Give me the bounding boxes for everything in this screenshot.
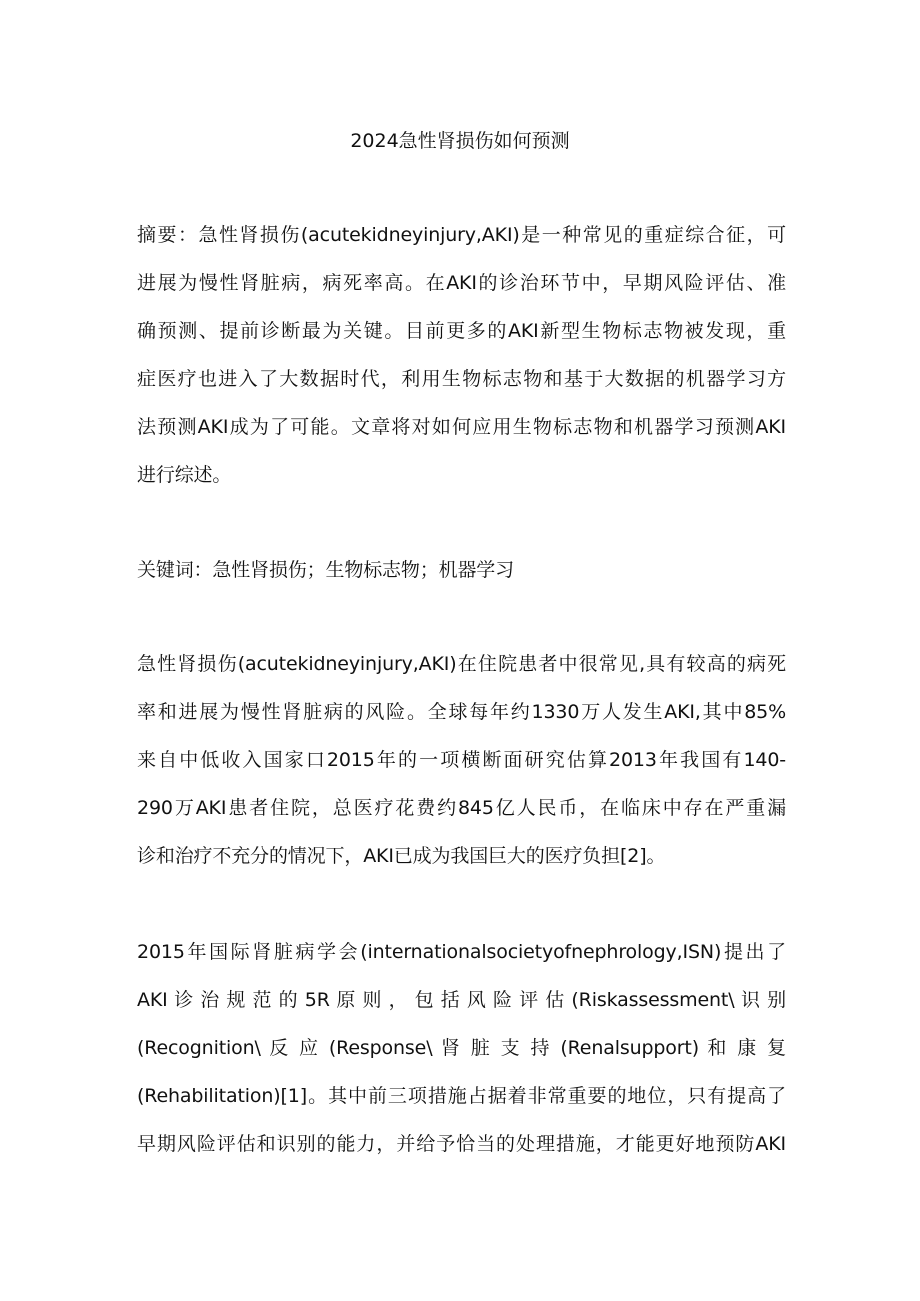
document-title: 2024急性肾损伤如何预测	[350, 130, 570, 152]
paragraph-line: 2015年国际肾脏病学会(internationalsocietyofnephrology,ISN)提出了	[137, 941, 786, 963]
paragraph-line: 290万AKI患者住院，总医疗花费约845亿人民币，在临床中存在严重漏	[137, 797, 786, 819]
paragraph-line: (Rehabilitation)[1]。其中前三项措施占据着非常重要的地位，只有提高了	[137, 1085, 786, 1107]
paragraph-line: 诊和治疗不充分的情况下，AKI已成为我国巨大的医疗负担[2]。	[137, 845, 666, 867]
paragraph-line: 急性肾损伤(acutekidneyinjury,AKI)在住院患者中很常见,具有较高的病死	[137, 653, 786, 675]
abstract-line: 症医疗也进入了大数据时代，利用生物标志物和基于大数据的机器学习方	[137, 368, 786, 390]
paragraph-line: 来自中低收入国家口2015年的一项横断面研究估算2013年我国有140-	[137, 749, 786, 771]
paragraph-line: 早期风险评估和识别的能力，并给予恰当的处理措施，才能更好地预防AKI	[137, 1133, 786, 1155]
guideline-paragraph	[137, 928, 786, 1168]
abstract-line: 进展为慢性肾脏病，病死率高。在AKI的诊治环节中，早期风险评估、准	[137, 272, 786, 294]
paragraph-line: AKI 诊 治 规 范 的 5R 原 则 ， 包 括 风 险 评 估 (Riskassessment\ 识 别	[137, 989, 786, 1011]
keywords-paragraph	[137, 546, 786, 594]
paragraph-line: (Recognition\ 反 应 (Response\ 肾 脏 支 持 (Renalsupport) 和 康 复	[137, 1037, 786, 1059]
abstract-line: 进行综述。	[137, 464, 232, 486]
paragraph-line: 率和进展为慢性肾脏病的风险。全球每年约1330万人发生AKI,其中85%	[137, 701, 786, 723]
abstract-line: 法预测AKI成为了可能。文章将对如何应用生物标志物和机器学习预测AKI	[137, 416, 786, 438]
intro-paragraph	[137, 640, 786, 880]
abstract-line: 摘要：急性肾损伤(acutekidneyinjury,AKI)是一种常见的重症综合征，可	[137, 224, 786, 246]
abstract-line: 确预测、提前诊断最为关键。目前更多的AKI新型生物标志物被发现，重	[137, 320, 786, 342]
abstract-paragraph	[137, 211, 786, 499]
keywords-line: 关键词：急性肾损伤；生物标志物；机器学习	[137, 559, 515, 581]
